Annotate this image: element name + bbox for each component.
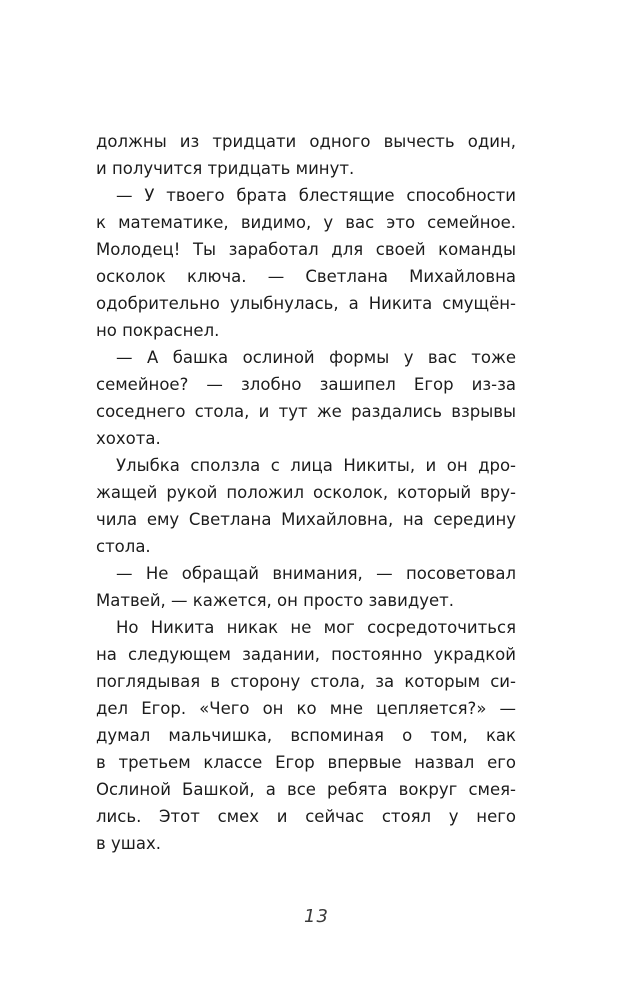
text-line: Улыбка сползла с лица Никиты, и он дро- — [116, 456, 516, 475]
text-line: осколок ключа. — Светлана Михайловна — [96, 267, 516, 286]
body-text — [96, 128, 516, 857]
text-line: — Не обращай внимания, — посоветовал — [116, 564, 516, 583]
paragraph — [96, 452, 516, 560]
text-line: в ушах. — [96, 834, 161, 853]
text-line: Молодец! Ты заработал для своей команды — [96, 240, 516, 259]
text-line: должны из тридцати одного вычесть один, — [96, 132, 516, 151]
paragraph — [96, 344, 516, 452]
text-line: жащей рукой положил осколок, который вру- — [96, 483, 516, 502]
text-line: но покраснел. — [96, 321, 220, 340]
text-line: лись. Этот смех и сейчас стоял у него — [96, 807, 516, 826]
text-line: к математике, видимо, у вас это семейное. — [96, 213, 516, 232]
text-line: Матвей, — кажется, он просто завидует. — [96, 591, 455, 610]
text-line: хохота. — [96, 429, 161, 448]
text-line: соседнего стола, и тут же раздались взрывы — [96, 402, 516, 421]
text-line: поглядывая в сторону стола, за которым си- — [96, 672, 516, 691]
text-line: — У твоего брата блестящие способности — [116, 186, 516, 205]
text-line: думал мальчишка, вспоминая о том, как — [96, 726, 516, 745]
text-line: — А башка ослиной формы у вас тоже — [116, 348, 516, 367]
text-line: Но Никита никак не мог сосредоточиться — [116, 618, 516, 637]
page-number: 13 — [304, 906, 329, 927]
text-line: Ослиной Башкой, а все ребята вокруг смея- — [96, 780, 516, 799]
text-line: на следующем задании, постоянно украдкой — [96, 645, 516, 664]
paragraph — [96, 128, 516, 182]
text-line: дел Егор. «Чего он ко мне цепляется?» — — [96, 699, 516, 718]
text-line: стола. — [96, 537, 151, 556]
text-line: одобрительно улыбнулась, а Никита смущён- — [96, 294, 516, 313]
paragraph — [96, 182, 516, 344]
text-line: в третьем классе Егор впервые назвал его — [96, 753, 516, 772]
text-line: семейное? — злобно зашипел Егор из-за — [96, 375, 516, 394]
text-line: и получится тридцать минут. — [96, 159, 355, 178]
text-line: чила ему Светлана Михайловна, на середину — [96, 510, 516, 529]
paragraph — [96, 614, 516, 857]
paragraph — [96, 560, 516, 614]
